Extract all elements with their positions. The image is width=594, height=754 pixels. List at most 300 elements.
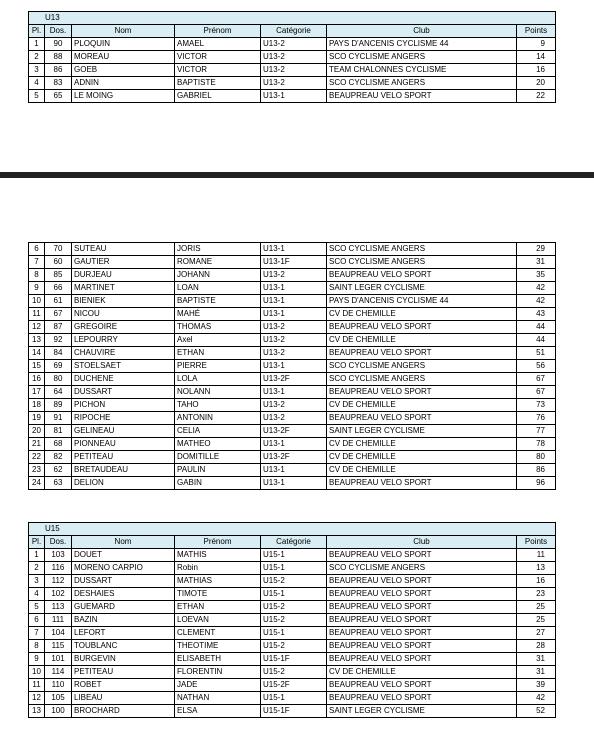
table-row <box>29 256 556 269</box>
cell-prenom: MAHÉ <box>175 308 261 321</box>
table-row <box>29 77 556 90</box>
cell-prenom: Axel <box>175 334 261 347</box>
cell-place: 22 <box>29 451 45 464</box>
cell-nom: PICHON <box>72 399 175 412</box>
cell-dos: 114 <box>45 666 72 679</box>
cell-club: BEAUPREAU VELO SPORT <box>327 692 517 705</box>
cell-categorie: U13-1 <box>261 243 327 256</box>
cell-nom: DUSSART <box>72 386 175 399</box>
cell-dos: 115 <box>45 640 72 653</box>
cell-place: 9 <box>29 282 45 295</box>
cell-place: 18 <box>29 399 45 412</box>
table-row <box>29 614 556 627</box>
cell-club: PAYS D'ANCENIS CYCLISME 44 <box>327 38 517 51</box>
cell-prenom: BAPTISTE <box>175 295 261 308</box>
cell-dos: 65 <box>45 90 72 103</box>
table-header-row <box>29 25 556 38</box>
cell-dos: 87 <box>45 321 72 334</box>
cell-nom: DURJEAU <box>72 269 175 282</box>
u13-results-table-continued <box>28 242 556 490</box>
cell-nom: BRETAUDEAU <box>72 464 175 477</box>
cell-nom: GELINEAU <box>72 425 175 438</box>
cell-nom: DUSSART <box>72 575 175 588</box>
cell-club: SCO CYCLISME ANGERS <box>327 562 517 575</box>
cell-points: 27 <box>517 627 556 640</box>
cell-points: 29 <box>517 243 556 256</box>
cell-prenom: GABIN <box>175 477 261 490</box>
u15-results-table <box>28 522 556 718</box>
u13-results-table <box>28 11 556 103</box>
u15-title: U15 <box>29 523 556 536</box>
table-row <box>29 653 556 666</box>
cell-nom: PETITEAU <box>72 451 175 464</box>
cell-points: 31 <box>517 256 556 269</box>
cell-categorie: U13-2 <box>261 38 327 51</box>
cell-points: 56 <box>517 360 556 373</box>
cell-club: BEAUPREAU VELO SPORT <box>327 653 517 666</box>
table-row <box>29 627 556 640</box>
cell-club: BEAUPREAU VELO SPORT <box>327 588 517 601</box>
cell-dos: 83 <box>45 77 72 90</box>
cell-prenom: ETHAN <box>175 601 261 614</box>
table-row <box>29 360 556 373</box>
cell-points: 22 <box>517 90 556 103</box>
cell-nom: BIENIEK <box>72 295 175 308</box>
cell-nom: LEFORT <box>72 627 175 640</box>
cell-dos: 112 <box>45 575 72 588</box>
header-categorie: Catégorie <box>261 536 327 549</box>
table-row <box>29 640 556 653</box>
cell-place: 11 <box>29 308 45 321</box>
cell-points: 14 <box>517 51 556 64</box>
cell-categorie: U13-1 <box>261 386 327 399</box>
cell-club: SCO CYCLISME ANGERS <box>327 256 517 269</box>
cell-dos: 62 <box>45 464 72 477</box>
cell-categorie: U15-2 <box>261 601 327 614</box>
cell-place: 10 <box>29 666 45 679</box>
cell-place: 7 <box>29 256 45 269</box>
cell-dos: 104 <box>45 627 72 640</box>
cell-categorie: U15-2 <box>261 666 327 679</box>
cell-club: BEAUPREAU VELO SPORT <box>327 575 517 588</box>
cell-club: BEAUPREAU VELO SPORT <box>327 549 517 562</box>
table-row <box>29 549 556 562</box>
header-prenom: Prénom <box>175 25 261 38</box>
cell-nom: PETITEAU <box>72 666 175 679</box>
header-nom: Nom <box>72 25 175 38</box>
cell-dos: 103 <box>45 549 72 562</box>
cell-points: 77 <box>517 425 556 438</box>
cell-club: BEAUPREAU VELO SPORT <box>327 477 517 490</box>
cell-points: 25 <box>517 601 556 614</box>
cell-place: 16 <box>29 373 45 386</box>
table-row <box>29 321 556 334</box>
cell-points: 51 <box>517 347 556 360</box>
table-row <box>29 347 556 360</box>
header-place: Pl. <box>29 25 45 38</box>
cell-dos: 80 <box>45 373 72 386</box>
cell-dos: 61 <box>45 295 72 308</box>
cell-prenom: ELISABETH <box>175 653 261 666</box>
cell-nom: LEPOURRY <box>72 334 175 347</box>
cell-nom: BAZIN <box>72 614 175 627</box>
cell-dos: 67 <box>45 308 72 321</box>
table-row <box>29 692 556 705</box>
cell-points: 31 <box>517 666 556 679</box>
cell-points: 28 <box>517 640 556 653</box>
cell-categorie: U15-2F <box>261 679 327 692</box>
cell-points: 43 <box>517 308 556 321</box>
table-row <box>29 705 556 718</box>
cell-points: 52 <box>517 705 556 718</box>
cell-place: 12 <box>29 321 45 334</box>
cell-place: 11 <box>29 679 45 692</box>
cell-club: BEAUPREAU VELO SPORT <box>327 679 517 692</box>
cell-prenom: MATHIAS <box>175 575 261 588</box>
cell-points: 42 <box>517 295 556 308</box>
cell-prenom: TIMOTE <box>175 588 261 601</box>
cell-club: CV DE CHEMILLE <box>327 666 517 679</box>
cell-dos: 85 <box>45 269 72 282</box>
cell-nom: TOUBLANC <box>72 640 175 653</box>
cell-categorie: U13-1 <box>261 282 327 295</box>
cell-dos: 90 <box>45 38 72 51</box>
cell-place: 5 <box>29 601 45 614</box>
cell-nom: GOEB <box>72 64 175 77</box>
cell-prenom: MATHIS <box>175 549 261 562</box>
table-row <box>29 562 556 575</box>
cell-place: 9 <box>29 653 45 666</box>
cell-points: 20 <box>517 77 556 90</box>
cell-club: BEAUPREAU VELO SPORT <box>327 90 517 103</box>
table-row <box>29 412 556 425</box>
cell-dos: 88 <box>45 51 72 64</box>
header-nom: Nom <box>72 536 175 549</box>
header-dos: Dos. <box>45 536 72 549</box>
table-row <box>29 464 556 477</box>
cell-place: 17 <box>29 386 45 399</box>
cell-points: 67 <box>517 386 556 399</box>
cell-points: 42 <box>517 282 556 295</box>
cell-categorie: U15-1F <box>261 653 327 666</box>
cell-dos: 110 <box>45 679 72 692</box>
cell-points: 16 <box>517 575 556 588</box>
cell-nom: NICOU <box>72 308 175 321</box>
cell-place: 2 <box>29 51 45 64</box>
cell-nom: GAUTIER <box>72 256 175 269</box>
cell-place: 4 <box>29 588 45 601</box>
cell-prenom: LOAN <box>175 282 261 295</box>
cell-place: 20 <box>29 425 45 438</box>
cell-place: 8 <box>29 640 45 653</box>
cell-club: SCO CYCLISME ANGERS <box>327 243 517 256</box>
cell-place: 4 <box>29 77 45 90</box>
cell-nom: DESHAIES <box>72 588 175 601</box>
cell-prenom: DOMITILLE <box>175 451 261 464</box>
cell-nom: BURGEVIN <box>72 653 175 666</box>
cell-place: 21 <box>29 438 45 451</box>
cell-categorie: U13-2F <box>261 373 327 386</box>
cell-dos: 64 <box>45 386 72 399</box>
cell-nom: PIONNEAU <box>72 438 175 451</box>
cell-prenom: ROMANE <box>175 256 261 269</box>
cell-categorie: U13-2 <box>261 334 327 347</box>
cell-dos: 91 <box>45 412 72 425</box>
table-row <box>29 438 556 451</box>
cell-categorie: U15-1 <box>261 692 327 705</box>
cell-points: 44 <box>517 334 556 347</box>
cell-prenom: JADE <box>175 679 261 692</box>
table-row <box>29 90 556 103</box>
cell-points: 35 <box>517 269 556 282</box>
page-separator <box>0 172 594 178</box>
cell-categorie: U15-1 <box>261 627 327 640</box>
cell-place: 2 <box>29 562 45 575</box>
cell-categorie: U13-1F <box>261 256 327 269</box>
table-row <box>29 575 556 588</box>
cell-points: 67 <box>517 373 556 386</box>
cell-categorie: U13-2 <box>261 269 327 282</box>
table-row <box>29 334 556 347</box>
cell-prenom: VICTOR <box>175 51 261 64</box>
cell-place: 19 <box>29 412 45 425</box>
cell-place: 6 <box>29 614 45 627</box>
cell-categorie: U13-1 <box>261 464 327 477</box>
cell-categorie: U13-2 <box>261 51 327 64</box>
cell-nom: DOUET <box>72 549 175 562</box>
cell-club: BEAUPREAU VELO SPORT <box>327 386 517 399</box>
table-row <box>29 399 556 412</box>
cell-nom: PLOQUIN <box>72 38 175 51</box>
cell-prenom: LOEVAN <box>175 614 261 627</box>
header-dos: Dos. <box>45 25 72 38</box>
cell-prenom: GABRIEL <box>175 90 261 103</box>
cell-points: 73 <box>517 399 556 412</box>
cell-club: PAYS D'ANCENIS CYCLISME 44 <box>327 295 517 308</box>
cell-prenom: VICTOR <box>175 64 261 77</box>
cell-place: 15 <box>29 360 45 373</box>
cell-nom: BROCHARD <box>72 705 175 718</box>
cell-club: SCO CYCLISME ANGERS <box>327 77 517 90</box>
cell-categorie: U15-1F <box>261 705 327 718</box>
cell-prenom: CELIA <box>175 425 261 438</box>
header-prenom: Prénom <box>175 536 261 549</box>
cell-club: SAINT LEGER CYCLISME <box>327 282 517 295</box>
cell-prenom: PIERRE <box>175 360 261 373</box>
table-row <box>29 425 556 438</box>
cell-categorie: U13-2 <box>261 412 327 425</box>
cell-place: 3 <box>29 64 45 77</box>
cell-nom: RIPOCHE <box>72 412 175 425</box>
cell-points: 76 <box>517 412 556 425</box>
cell-place: 14 <box>29 347 45 360</box>
cell-dos: 89 <box>45 399 72 412</box>
cell-categorie: U13-2 <box>261 399 327 412</box>
cell-nom: DELION <box>72 477 175 490</box>
table-row <box>29 666 556 679</box>
cell-place: 13 <box>29 705 45 718</box>
table-row <box>29 386 556 399</box>
cell-club: BEAUPREAU VELO SPORT <box>327 614 517 627</box>
cell-club: SCO CYCLISME ANGERS <box>327 360 517 373</box>
cell-place: 1 <box>29 38 45 51</box>
cell-categorie: U15-2 <box>261 575 327 588</box>
cell-points: 39 <box>517 679 556 692</box>
cell-nom: GUEMARD <box>72 601 175 614</box>
cell-prenom: CLEMENT <box>175 627 261 640</box>
cell-dos: 101 <box>45 653 72 666</box>
cell-dos: 86 <box>45 64 72 77</box>
cell-categorie: U15-1 <box>261 549 327 562</box>
table-row <box>29 588 556 601</box>
table-row <box>29 679 556 692</box>
cell-categorie: U13-1 <box>261 308 327 321</box>
cell-place: 1 <box>29 549 45 562</box>
cell-points: 16 <box>517 64 556 77</box>
cell-nom: CHAUVIRE <box>72 347 175 360</box>
cell-points: 96 <box>517 477 556 490</box>
cell-categorie: U13-1 <box>261 295 327 308</box>
table-row <box>29 64 556 77</box>
cell-dos: 69 <box>45 360 72 373</box>
cell-points: 23 <box>517 588 556 601</box>
cell-nom: LE MOING <box>72 90 175 103</box>
cell-dos: 105 <box>45 692 72 705</box>
cell-nom: MORENO CARPIO <box>72 562 175 575</box>
cell-prenom: AMAEL <box>175 38 261 51</box>
cell-club: CV DE CHEMILLE <box>327 438 517 451</box>
cell-place: 3 <box>29 575 45 588</box>
cell-categorie: U13-2 <box>261 77 327 90</box>
cell-nom: ADNIN <box>72 77 175 90</box>
cell-club: CV DE CHEMILLE <box>327 399 517 412</box>
cell-dos: 100 <box>45 705 72 718</box>
cell-club: SAINT LEGER CYCLISME <box>327 425 517 438</box>
table-row <box>29 295 556 308</box>
cell-club: SCO CYCLISME ANGERS <box>327 51 517 64</box>
cell-dos: 102 <box>45 588 72 601</box>
cell-prenom: THOMAS <box>175 321 261 334</box>
cell-prenom: ELSA <box>175 705 261 718</box>
table-row <box>29 243 556 256</box>
cell-categorie: U13-1 <box>261 477 327 490</box>
cell-prenom: THEOTIME <box>175 640 261 653</box>
cell-dos: 63 <box>45 477 72 490</box>
table-row <box>29 308 556 321</box>
cell-prenom: LOLA <box>175 373 261 386</box>
cell-place: 8 <box>29 269 45 282</box>
cell-dos: 116 <box>45 562 72 575</box>
cell-place: 6 <box>29 243 45 256</box>
cell-points: 42 <box>517 692 556 705</box>
cell-dos: 81 <box>45 425 72 438</box>
cell-club: SCO CYCLISME ANGERS <box>327 373 517 386</box>
cell-points: 25 <box>517 614 556 627</box>
cell-prenom: Robin <box>175 562 261 575</box>
cell-dos: 82 <box>45 451 72 464</box>
cell-prenom: TAHO <box>175 399 261 412</box>
cell-dos: 66 <box>45 282 72 295</box>
cell-prenom: NATHAN <box>175 692 261 705</box>
cell-points: 13 <box>517 562 556 575</box>
cell-club: CV DE CHEMILLE <box>327 464 517 477</box>
cell-club: CV DE CHEMILLE <box>327 334 517 347</box>
cell-categorie: U13-2 <box>261 64 327 77</box>
cell-prenom: BAPTISTE <box>175 77 261 90</box>
cell-place: 7 <box>29 627 45 640</box>
cell-categorie: U13-1 <box>261 90 327 103</box>
cell-categorie: U13-2F <box>261 451 327 464</box>
cell-categorie: U15-2 <box>261 614 327 627</box>
cell-categorie: U13-2 <box>261 321 327 334</box>
cell-points: 31 <box>517 653 556 666</box>
cell-categorie: U13-1 <box>261 360 327 373</box>
cell-prenom: JORIS <box>175 243 261 256</box>
table-row <box>29 477 556 490</box>
cell-prenom: JOHANN <box>175 269 261 282</box>
cell-nom: SUTEAU <box>72 243 175 256</box>
cell-points: 78 <box>517 438 556 451</box>
cell-club: SAINT LEGER CYCLISME <box>327 705 517 718</box>
table-row <box>29 373 556 386</box>
cell-club: BEAUPREAU VELO SPORT <box>327 627 517 640</box>
cell-points: 44 <box>517 321 556 334</box>
cell-nom: DUCHENE <box>72 373 175 386</box>
cell-club: CV DE CHEMILLE <box>327 308 517 321</box>
cell-club: BEAUPREAU VELO SPORT <box>327 640 517 653</box>
cell-place: 13 <box>29 334 45 347</box>
u13-title: U13 <box>29 12 556 25</box>
header-club: Club <box>327 25 517 38</box>
table-row <box>29 38 556 51</box>
cell-place: 24 <box>29 477 45 490</box>
cell-categorie: U13-1 <box>261 438 327 451</box>
table-header-row <box>29 536 556 549</box>
cell-dos: 84 <box>45 347 72 360</box>
cell-prenom: ETHAN <box>175 347 261 360</box>
cell-club: TEAM CHALONNES CYCLISME <box>327 64 517 77</box>
header-points: Points <box>517 536 556 549</box>
cell-club: BEAUPREAU VELO SPORT <box>327 269 517 282</box>
cell-points: 80 <box>517 451 556 464</box>
cell-place: 23 <box>29 464 45 477</box>
cell-points: 86 <box>517 464 556 477</box>
table-row <box>29 269 556 282</box>
cell-place: 12 <box>29 692 45 705</box>
cell-categorie: U15-1 <box>261 588 327 601</box>
cell-nom: STOELSAET <box>72 360 175 373</box>
cell-categorie: U15-1 <box>261 562 327 575</box>
cell-dos: 113 <box>45 601 72 614</box>
cell-prenom: PAULIN <box>175 464 261 477</box>
cell-categorie: U13-2 <box>261 347 327 360</box>
header-points: Points <box>517 25 556 38</box>
cell-club: BEAUPREAU VELO SPORT <box>327 347 517 360</box>
table-row <box>29 451 556 464</box>
cell-nom: MARTINET <box>72 282 175 295</box>
cell-club: BEAUPREAU VELO SPORT <box>327 321 517 334</box>
table-row <box>29 282 556 295</box>
cell-nom: GREGOIRE <box>72 321 175 334</box>
cell-nom: ROBET <box>72 679 175 692</box>
header-place: Pl. <box>29 536 45 549</box>
table-row <box>29 51 556 64</box>
cell-nom: LIBEAU <box>72 692 175 705</box>
cell-dos: 92 <box>45 334 72 347</box>
header-club: Club <box>327 536 517 549</box>
header-categorie: Catégorie <box>261 25 327 38</box>
cell-prenom: ANTONIN <box>175 412 261 425</box>
